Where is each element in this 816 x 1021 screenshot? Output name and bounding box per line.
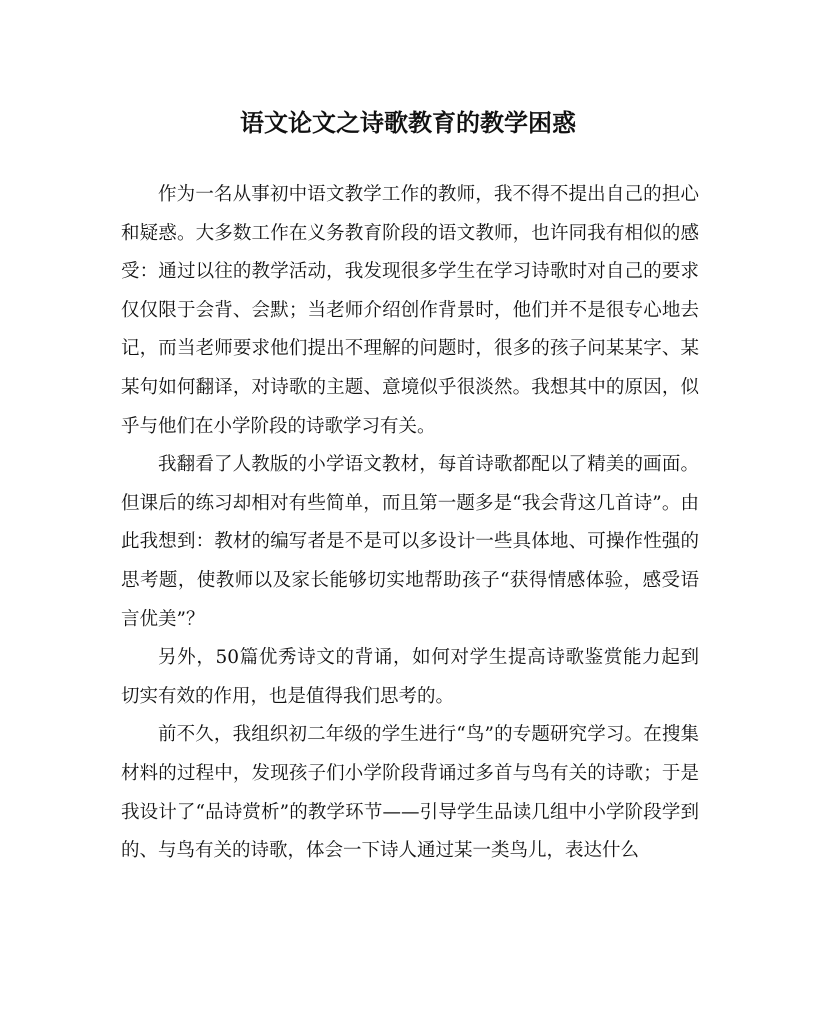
paragraph-3: 另外，50篇优秀诗文的背诵，如何对学生提高诗歌鉴赏能力起到切实有效的作用，也是值得我们思考的。 bbox=[121, 647, 699, 707]
document-title: 语文论文之诗歌教育的教学困惑 bbox=[240, 108, 576, 137]
paragraph-2: 我翻看了人教版的小学语文教材，每首诗歌都配以了精美的画面。但课后的练习却相对有些简单，而且第一题多是“我会背这几首诗”。由此我想到：教材的编写者是不是可以多设计一些具体地、可操作性强的思考题，使教师以及家长能够切实地帮助孩子“获得情感体验，感受语言优美”？ bbox=[121, 454, 699, 630]
paragraph-4: 前不久，我组织初二年级的学生进行“鸟”的专题研究学习。在搜集材料的过程中，发现孩子们小学阶段背诵过多首与鸟有关的诗歌；于是我设计了“品诗赏析”的教学环节——引导学生品读几组中小学阶段学到的、与鸟有关的诗歌，体会一下诗人通过某一类鸟儿，表达什么 bbox=[121, 724, 699, 862]
paragraph-1: 作为一名从事初中语文教学工作的教师，我不得不提出自己的担心和疑惑。大多数工作在义务教育阶段的语文教师，也许同我有相似的感受：通过以往的教学活动，我发现很多学生在学习诗歌时对自己的要求仅仅限于会背、会默；当老师介绍创作背景时，他们并不是很专心地去记，而当老师要求他们提出不理解的问题时，很多的孩子问某某字、某某句如何翻译，对诗歌的主题、意境似乎很淡然。我想其中的原因，似乎与他们在小学阶段的诗歌学习有关。 bbox=[121, 184, 699, 437]
document-body bbox=[121, 176, 699, 871]
